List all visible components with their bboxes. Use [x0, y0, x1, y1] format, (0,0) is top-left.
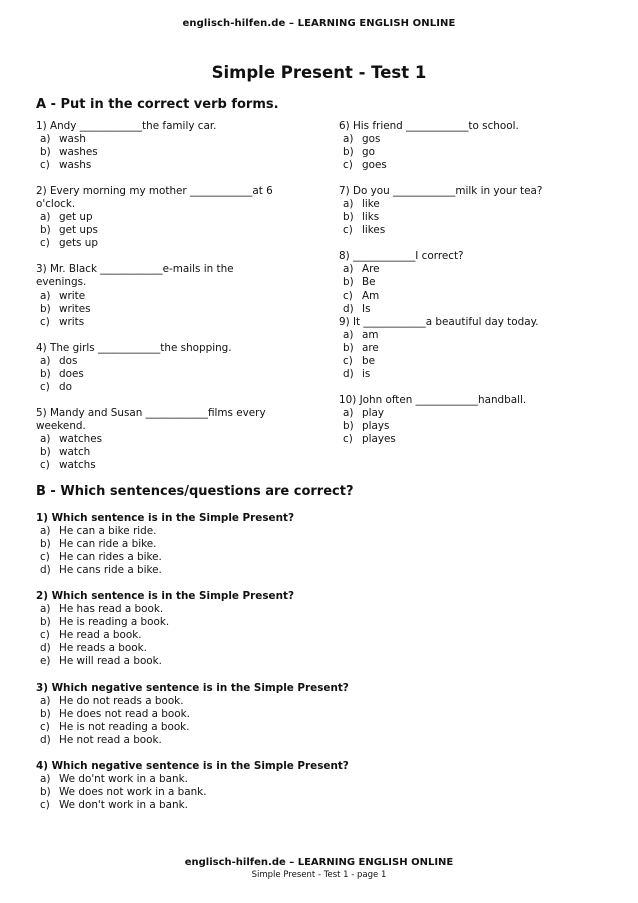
- option-letter: b): [40, 224, 51, 237]
- b-question-4: [36, 760, 596, 812]
- answer-option[interactable]: [339, 290, 589, 303]
- option-letter: c): [40, 315, 50, 328]
- option-text: We does not work in a bank.: [59, 785, 207, 798]
- option-text: plays: [362, 419, 390, 432]
- answer-option[interactable]: [36, 303, 306, 316]
- option-letter: c): [40, 629, 50, 642]
- option-text: writs: [59, 315, 85, 328]
- option-letter: c): [343, 159, 353, 172]
- option-text: He can rides a bike.: [59, 551, 162, 564]
- option-text: liks: [362, 211, 380, 224]
- option-letter: b): [343, 146, 354, 159]
- question-prompt: 4) The girls ____________the shopping.: [36, 341, 232, 354]
- question-3: [36, 263, 306, 328]
- option-letter: c): [40, 720, 50, 733]
- answer-option[interactable]: [36, 290, 306, 303]
- option-text: is: [362, 367, 371, 380]
- answer-option[interactable]: [339, 198, 589, 211]
- question-prompt: 3) Which negative sentence is in the Simple Present?: [36, 681, 349, 694]
- option-letter: b): [40, 538, 51, 551]
- question-prompt: 3) Mr. Black ____________e-mails in the evenings.: [36, 263, 234, 289]
- option-text: washs: [59, 159, 92, 172]
- question-prompt: 5) Mandy and Susan ____________films every weekend.: [36, 406, 266, 432]
- option-text: am: [362, 328, 379, 341]
- section-b-heading: B - Which sentences/questions are correct?: [36, 484, 354, 499]
- question-2: [36, 185, 306, 250]
- option-letter: a): [343, 263, 354, 276]
- answer-option[interactable]: [36, 564, 596, 577]
- answer-option[interactable]: [36, 603, 596, 616]
- option-letter: b): [40, 367, 51, 380]
- option-letter: c): [40, 237, 50, 250]
- answer-option[interactable]: [339, 159, 589, 172]
- answer-option[interactable]: [36, 146, 306, 159]
- option-letter: c): [343, 432, 353, 445]
- option-letter: b): [343, 419, 354, 432]
- option-text: Are: [362, 263, 380, 276]
- answer-option[interactable]: [339, 420, 589, 433]
- footer-brand: englisch-hilfen.de – LEARNING ENGLISH ONLINE: [184, 857, 454, 868]
- option-text: He read a book.: [59, 629, 142, 642]
- answer-option[interactable]: [36, 734, 596, 747]
- question-prompt: 9) It ____________a beautiful day today.: [339, 315, 539, 328]
- option-text: He is reading a book.: [59, 616, 170, 629]
- option-text: be: [362, 354, 375, 367]
- question-4: [36, 342, 306, 394]
- option-text: do: [59, 380, 72, 393]
- option-letter: a): [40, 211, 51, 224]
- question-prompt: 2) Which sentence is in the Simple Present?: [36, 590, 294, 603]
- option-text: He cans ride a bike.: [59, 564, 162, 577]
- question-8: [339, 250, 589, 315]
- option-text: watchs: [59, 459, 96, 472]
- answer-option[interactable]: [339, 211, 589, 224]
- option-letter: a): [40, 354, 51, 367]
- answer-option[interactable]: [339, 355, 589, 368]
- answer-option[interactable]: [36, 551, 596, 564]
- option-letter: a): [343, 133, 354, 146]
- option-text: are: [362, 341, 379, 354]
- option-text: gos: [362, 133, 381, 146]
- option-text: go: [362, 146, 375, 159]
- option-letter: a): [343, 406, 354, 419]
- option-text: likes: [362, 224, 386, 237]
- option-letter: b): [40, 302, 51, 315]
- answer-option[interactable]: [36, 525, 596, 538]
- option-letter: d): [40, 642, 51, 655]
- option-letter: b): [40, 616, 51, 629]
- option-text: goes: [362, 159, 387, 172]
- option-letter: d): [343, 302, 354, 315]
- option-text: He is not reading a book.: [59, 720, 190, 733]
- answer-option[interactable]: [36, 786, 596, 799]
- option-letter: c): [40, 459, 50, 472]
- option-text: dos: [59, 354, 78, 367]
- option-letter: c): [40, 551, 50, 564]
- question-prompt: 1) Which sentence is in the Simple Present?: [36, 512, 294, 524]
- option-letter: a): [343, 198, 354, 211]
- answer-option[interactable]: [36, 616, 596, 629]
- answer-option[interactable]: [36, 799, 596, 812]
- question-9: [339, 316, 589, 381]
- option-text: He has read a book.: [59, 603, 164, 616]
- option-text: He can ride a bike.: [59, 538, 157, 551]
- option-text: Be: [362, 276, 376, 289]
- section-b-questions: [36, 512, 596, 825]
- option-text: We don't work in a bank.: [59, 798, 188, 811]
- answer-option[interactable]: [36, 355, 306, 368]
- answer-option[interactable]: [36, 721, 596, 734]
- option-letter: c): [40, 798, 50, 811]
- answer-option[interactable]: [36, 773, 596, 786]
- answer-option[interactable]: [339, 263, 589, 276]
- option-text: He do not reads a book.: [59, 694, 184, 707]
- option-text: wash: [59, 133, 86, 146]
- question-1: [36, 120, 306, 172]
- answer-option[interactable]: [36, 368, 306, 381]
- option-letter: a): [40, 133, 51, 146]
- option-text: gets up: [59, 237, 98, 250]
- option-text: like: [362, 198, 380, 211]
- answer-option[interactable]: [339, 329, 589, 342]
- answer-option[interactable]: [36, 655, 596, 668]
- question-prompt: 10) John often ____________handball.: [339, 393, 527, 406]
- answer-option[interactable]: [36, 695, 596, 708]
- question-10: [339, 394, 589, 446]
- option-letter: b): [40, 445, 51, 458]
- answer-option[interactable]: [36, 446, 306, 459]
- question-prompt: 6) His friend ____________to school.: [339, 120, 519, 132]
- answer-option[interactable]: [339, 224, 589, 237]
- answer-option[interactable]: [36, 224, 306, 237]
- section-a-heading: A - Put in the correct verb forms.: [36, 97, 279, 112]
- option-letter: d): [343, 367, 354, 380]
- answer-option[interactable]: [36, 538, 596, 551]
- answer-option[interactable]: [36, 708, 596, 721]
- option-letter: c): [40, 159, 50, 172]
- answer-option[interactable]: [36, 642, 596, 655]
- option-letter: a): [40, 603, 51, 616]
- option-text: He can a bike ride.: [59, 525, 157, 538]
- option-text: writes: [59, 302, 91, 315]
- option-text: Am: [362, 289, 380, 302]
- answer-option[interactable]: [36, 237, 306, 250]
- option-text: We do'nt work in a bank.: [59, 772, 188, 785]
- option-text: He does not read a book.: [59, 707, 190, 720]
- section-a-left-column: [36, 120, 306, 472]
- option-letter: c): [40, 380, 50, 393]
- answer-option[interactable]: [36, 316, 306, 329]
- option-text: play: [362, 406, 384, 419]
- question-5: [36, 407, 306, 472]
- option-text: He reads a book.: [59, 642, 147, 655]
- option-letter: b): [343, 276, 354, 289]
- page-header: englisch-hilfen.de – LEARNING ENGLISH ONLINE: [182, 18, 456, 29]
- option-letter: b): [40, 785, 51, 798]
- option-letter: b): [40, 146, 51, 159]
- option-text: watches: [59, 432, 103, 445]
- option-letter: c): [343, 224, 353, 237]
- question-prompt: 1) Andy ____________the family car.: [36, 120, 217, 132]
- option-text: write: [59, 289, 86, 302]
- b-question-2: [36, 590, 596, 668]
- option-text: watch: [59, 445, 91, 458]
- answer-option[interactable]: [36, 433, 306, 446]
- answer-option[interactable]: [339, 276, 589, 289]
- question-prompt: 4) Which negative sentence is in the Simple Present?: [36, 759, 349, 772]
- option-letter: d): [40, 733, 51, 746]
- option-letter: c): [343, 354, 353, 367]
- answer-option[interactable]: [36, 629, 596, 642]
- option-text: He not read a book.: [59, 733, 162, 746]
- answer-option[interactable]: [339, 342, 589, 355]
- option-letter: b): [343, 341, 354, 354]
- option-text: get up: [59, 211, 93, 224]
- option-letter: a): [40, 772, 51, 785]
- option-text: He will read a book.: [59, 655, 162, 668]
- answer-option[interactable]: [36, 133, 306, 146]
- answer-option[interactable]: [36, 381, 306, 394]
- page-title: Simple Present - Test 1: [211, 63, 427, 82]
- option-text: Is: [362, 302, 371, 315]
- b-question-1: [36, 512, 596, 577]
- answer-option[interactable]: [36, 211, 306, 224]
- question-prompt: 7) Do you ____________milk in your tea?: [339, 185, 543, 198]
- question-prompt: 8) ____________I correct?: [339, 250, 464, 263]
- answer-option[interactable]: [339, 407, 589, 420]
- option-letter: d): [40, 564, 51, 577]
- option-letter: a): [40, 525, 51, 538]
- answer-option[interactable]: [36, 159, 306, 172]
- section-a-right-column: [339, 120, 589, 446]
- answer-option[interactable]: [339, 133, 589, 146]
- question-prompt: 2) Every morning my mother ____________at 6 o'clock.: [36, 185, 273, 211]
- option-letter: c): [343, 289, 353, 302]
- question-6: [339, 120, 589, 172]
- option-letter: a): [40, 432, 51, 445]
- option-text: does: [59, 367, 84, 380]
- option-text: washes: [59, 146, 98, 159]
- option-text: playes: [362, 432, 396, 445]
- option-letter: a): [40, 289, 51, 302]
- option-letter: e): [40, 655, 51, 668]
- option-letter: a): [40, 694, 51, 707]
- answer-option[interactable]: [339, 146, 589, 159]
- answer-option[interactable]: [339, 368, 589, 381]
- option-letter: a): [343, 328, 354, 341]
- page-footer: [0, 857, 638, 880]
- option-letter: b): [343, 211, 354, 224]
- option-letter: b): [40, 707, 51, 720]
- answer-option[interactable]: [339, 303, 589, 316]
- question-7: [339, 185, 589, 237]
- option-text: get ups: [59, 224, 98, 237]
- answer-option[interactable]: [36, 459, 306, 472]
- footer-page-number: Simple Present - Test 1 - page 1: [251, 870, 387, 880]
- answer-option[interactable]: [339, 433, 589, 446]
- b-question-3: [36, 682, 596, 747]
